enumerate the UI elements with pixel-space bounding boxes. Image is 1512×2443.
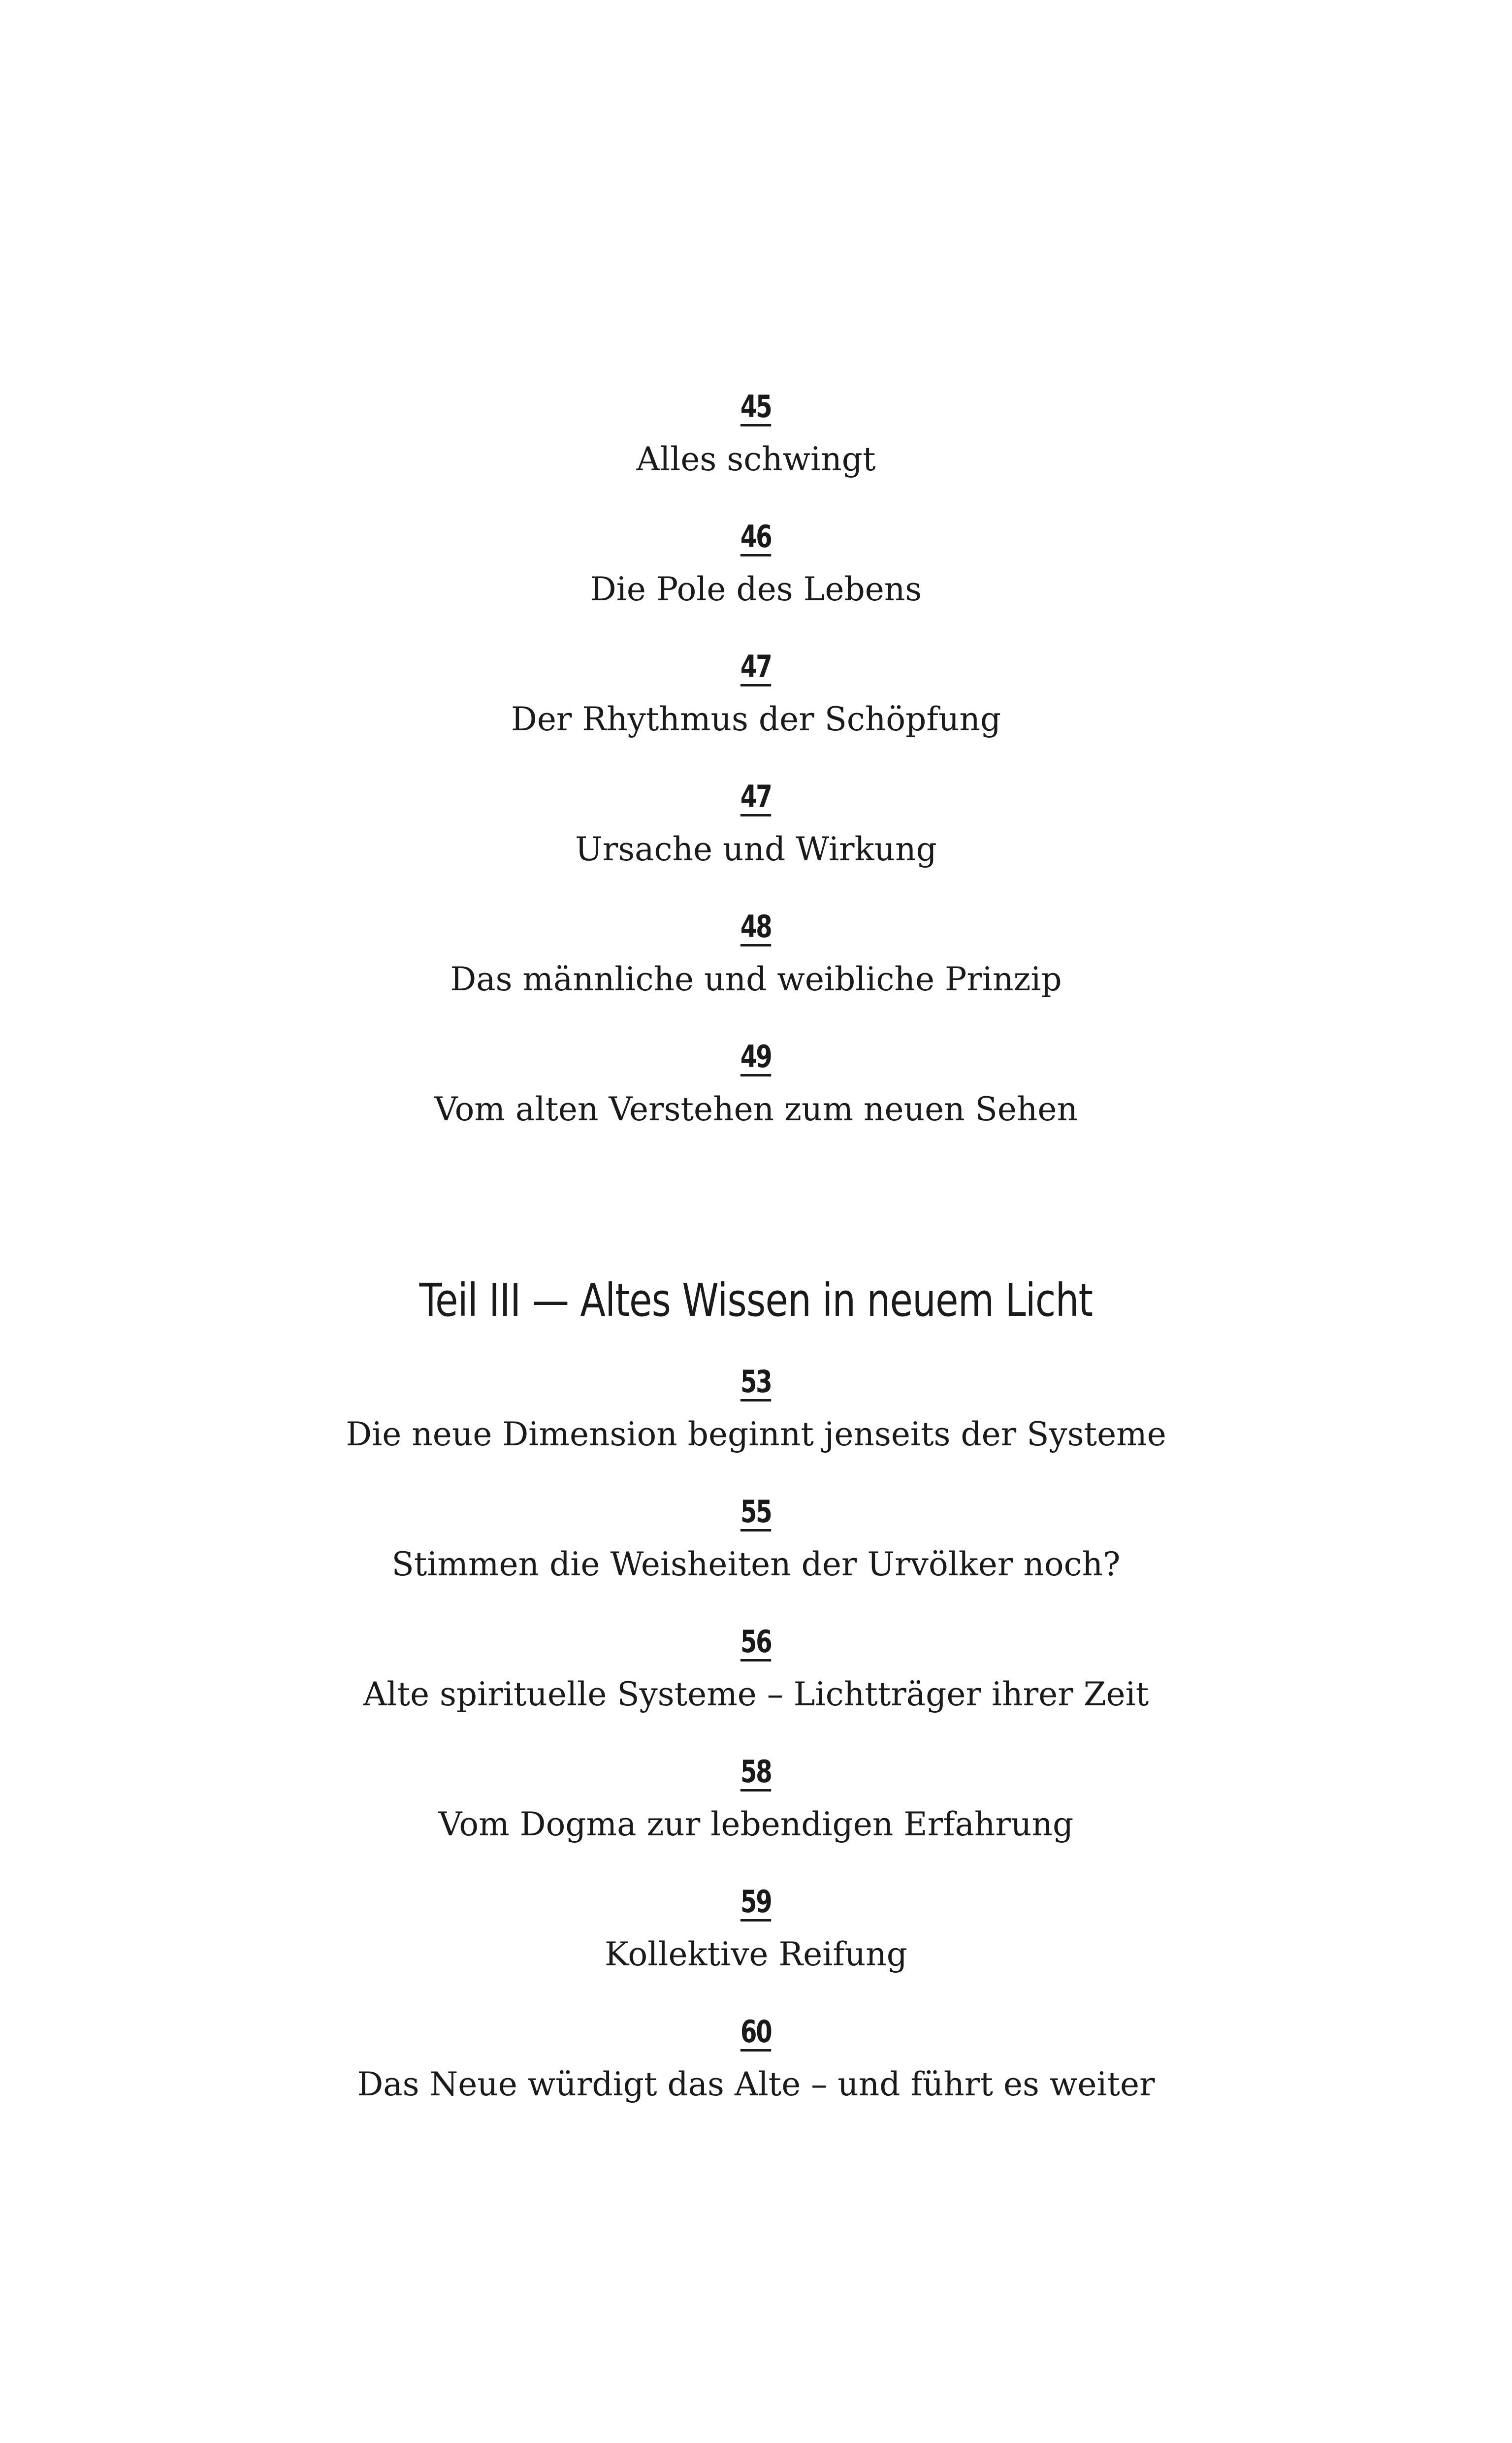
toc-entry[interactable]: [0, 2014, 1512, 2103]
toc-page-number: 46: [740, 521, 772, 556]
section-heading: Teil III — Altes Wissen in neuem Licht: [419, 1274, 1093, 1327]
toc-page-number: 53: [740, 1367, 772, 1401]
toc-entry-title: Das Neue würdigt das Alte – und führt es weiter: [357, 2065, 1155, 2103]
toc-entry-title: Ursache und Wirkung: [575, 830, 937, 868]
toc-entry-title: Die neue Dimension beginnt jenseits der Systeme: [346, 1415, 1166, 1453]
toc-entry[interactable]: [0, 1364, 1512, 1453]
toc-page-number: 56: [740, 1627, 772, 1661]
toc-entry-title: Kollektive Reifung: [604, 1935, 908, 1973]
toc-entry-title: Vom alten Verstehen zum neuen Sehen: [434, 1090, 1078, 1128]
toc-entry[interactable]: [0, 1039, 1512, 1128]
toc-entry-title: Das männliche und weibliche Prinzip: [450, 960, 1062, 998]
toc-entry[interactable]: [0, 1494, 1512, 1583]
toc-entry-title: Die Pole des Lebens: [590, 570, 922, 608]
toc-page-number: 60: [740, 2017, 772, 2052]
toc-page-number: 59: [740, 1887, 772, 1922]
toc-page-number: 49: [740, 1042, 772, 1076]
toc-page-number: 55: [740, 1497, 772, 1531]
toc-page-number: 58: [740, 1757, 772, 1792]
toc-entry[interactable]: [0, 1624, 1512, 1713]
toc-section: [0, 1274, 1512, 1327]
toc-entry-title: Alte spirituelle Systeme – Lichtträger ihrer Zeit: [363, 1675, 1149, 1713]
toc-entry[interactable]: [0, 521, 1512, 606]
toc-entry[interactable]: [0, 909, 1512, 998]
toc-entry-title: Alles schwingt: [636, 440, 876, 478]
toc-entry[interactable]: [0, 391, 1512, 476]
toc-page-number: 45: [740, 391, 772, 426]
toc-entry-title: Vom Dogma zur lebendigen Erfahrung: [438, 1805, 1074, 1843]
toc-page-number: 47: [740, 782, 772, 816]
toc-entry[interactable]: [0, 1754, 1512, 1843]
toc-entry-title: Der Rhythmus der Schöpfung: [511, 700, 1001, 738]
toc-page-number: 47: [740, 651, 772, 686]
toc-page-number: 48: [740, 912, 772, 946]
toc-entry[interactable]: [0, 1884, 1512, 1973]
toc-entry-title: Stimmen die Weisheiten der Urvölker noch?: [391, 1545, 1121, 1583]
toc-entry[interactable]: [0, 779, 1512, 868]
toc-entry[interactable]: [0, 651, 1512, 736]
